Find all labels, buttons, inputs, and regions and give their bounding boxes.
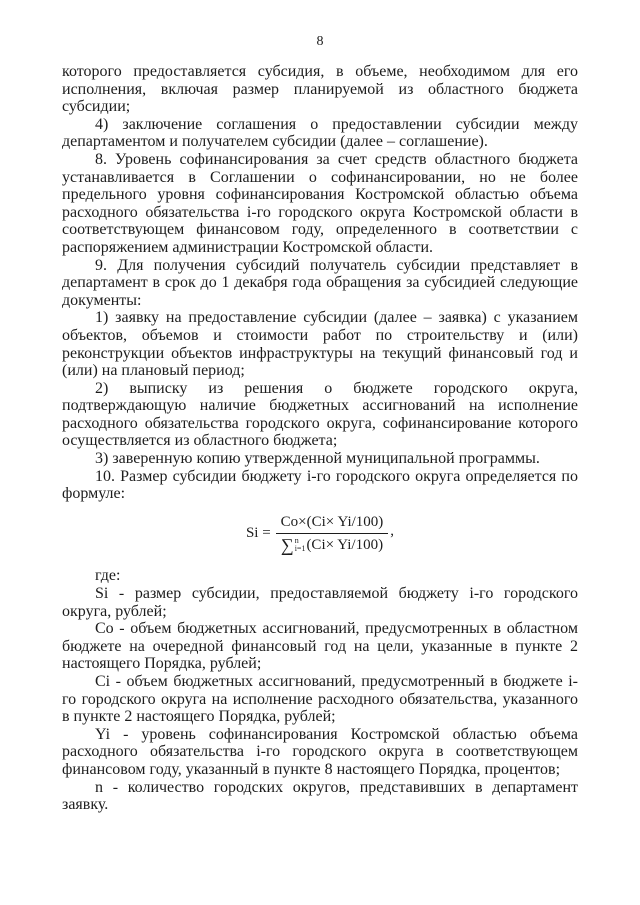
paragraph-clause-9: 9. Для получения субсидий получатель субсидии представляет в департамент в срок до 1 декабря года обращения за субсидией следующие документы: bbox=[62, 256, 578, 309]
formula-fraction bbox=[276, 514, 389, 555]
summation-limits bbox=[295, 537, 306, 553]
formula-lhs: Si = bbox=[245, 525, 271, 542]
formula-denominator bbox=[281, 534, 383, 554]
definition-ci: Ci - объем бюджетных ассигнований, предусмотренный в бюджете i-го городского округа на исполнение расходного обязательства, указанного в пункте 2 настоящего Порядка, рублей; bbox=[62, 673, 578, 726]
document-body bbox=[62, 63, 578, 814]
definition-n: n - количество городских округов, представивших в департамент заявку. bbox=[62, 778, 578, 814]
formula-numerator: Co×(Ci× Yi/100) bbox=[276, 514, 389, 535]
summation bbox=[281, 536, 306, 554]
summation-upper-limit: n bbox=[294, 536, 299, 546]
formula-denominator-expression: (Ci× Yi/100) bbox=[306, 536, 384, 553]
where-label: где: bbox=[95, 567, 121, 585]
paragraph-clause-8: 8. Уровень софинансирования за счет средств областного бюджета устанавливается в Соглашении о софинансировании, но не более предельного уровня софинансирования Костромской областью объема расходного обязательства i-го городского округа Костромской области в соответствующем финансовом году, определенного в соответствии с распоряжением администрации Костромской области. bbox=[62, 150, 578, 256]
paragraph-item-3: 3) заверенную копию утвержденной муниципальной программы. bbox=[95, 450, 540, 468]
paragraph-item-4: 4) заключение соглашения о предоставлении субсидии между департаментом и получателем субсидии (далее – соглашение). bbox=[62, 115, 578, 151]
definition-co: Co - объем бюджетных ассигнований, предусмотренных в областном бюджете на очередной финансовый год на цели, указанные в пункте 2 настоящего Порядка, рублей; bbox=[62, 620, 578, 673]
formula-comma: , bbox=[390, 522, 395, 539]
subsidy-formula bbox=[62, 514, 578, 555]
paragraph-item-1: 1) заявку на предоставление субсидии (далее – заявка) с указанием объектов, объемов и стоимости работ по строительству и (или) реконструкции объектов инфраструктуры на текущий финансовый год и (или) на плановый период; bbox=[62, 309, 578, 380]
page-number: 8 bbox=[316, 34, 324, 49]
summation-lower-limit: i=1 bbox=[294, 544, 306, 554]
definition-si: Si - размер субсидии, предоставляемой бюджету i-го городского округа, рублей; bbox=[62, 585, 578, 620]
paragraph-clause-10: 10. Размер субсидии бюджету i-го городского округа определяется по формуле: bbox=[62, 467, 578, 503]
sigma-symbol: ∑ bbox=[280, 535, 294, 556]
definition-yi: Yi - уровень софинансирования Костромской областью объема расходного обязательства i-го городского округа в соответствующем финансовом году, указанный в пункте 8 настоящего Порядка, процентов; bbox=[62, 725, 578, 778]
paragraph-continuation: которого предоставляется субсидия, в объеме, необходимом для его исполнения, включая размер планируемой из областного бюджета субсидии; bbox=[62, 63, 578, 116]
paragraph-item-2: 2) выписку из решения о бюджете городского округа, подтверждающую наличие бюджетных ассигнований на исполнение расходного обязательства городского округа, софинансирование которого осуществляется из областного бюджета; bbox=[62, 379, 578, 450]
